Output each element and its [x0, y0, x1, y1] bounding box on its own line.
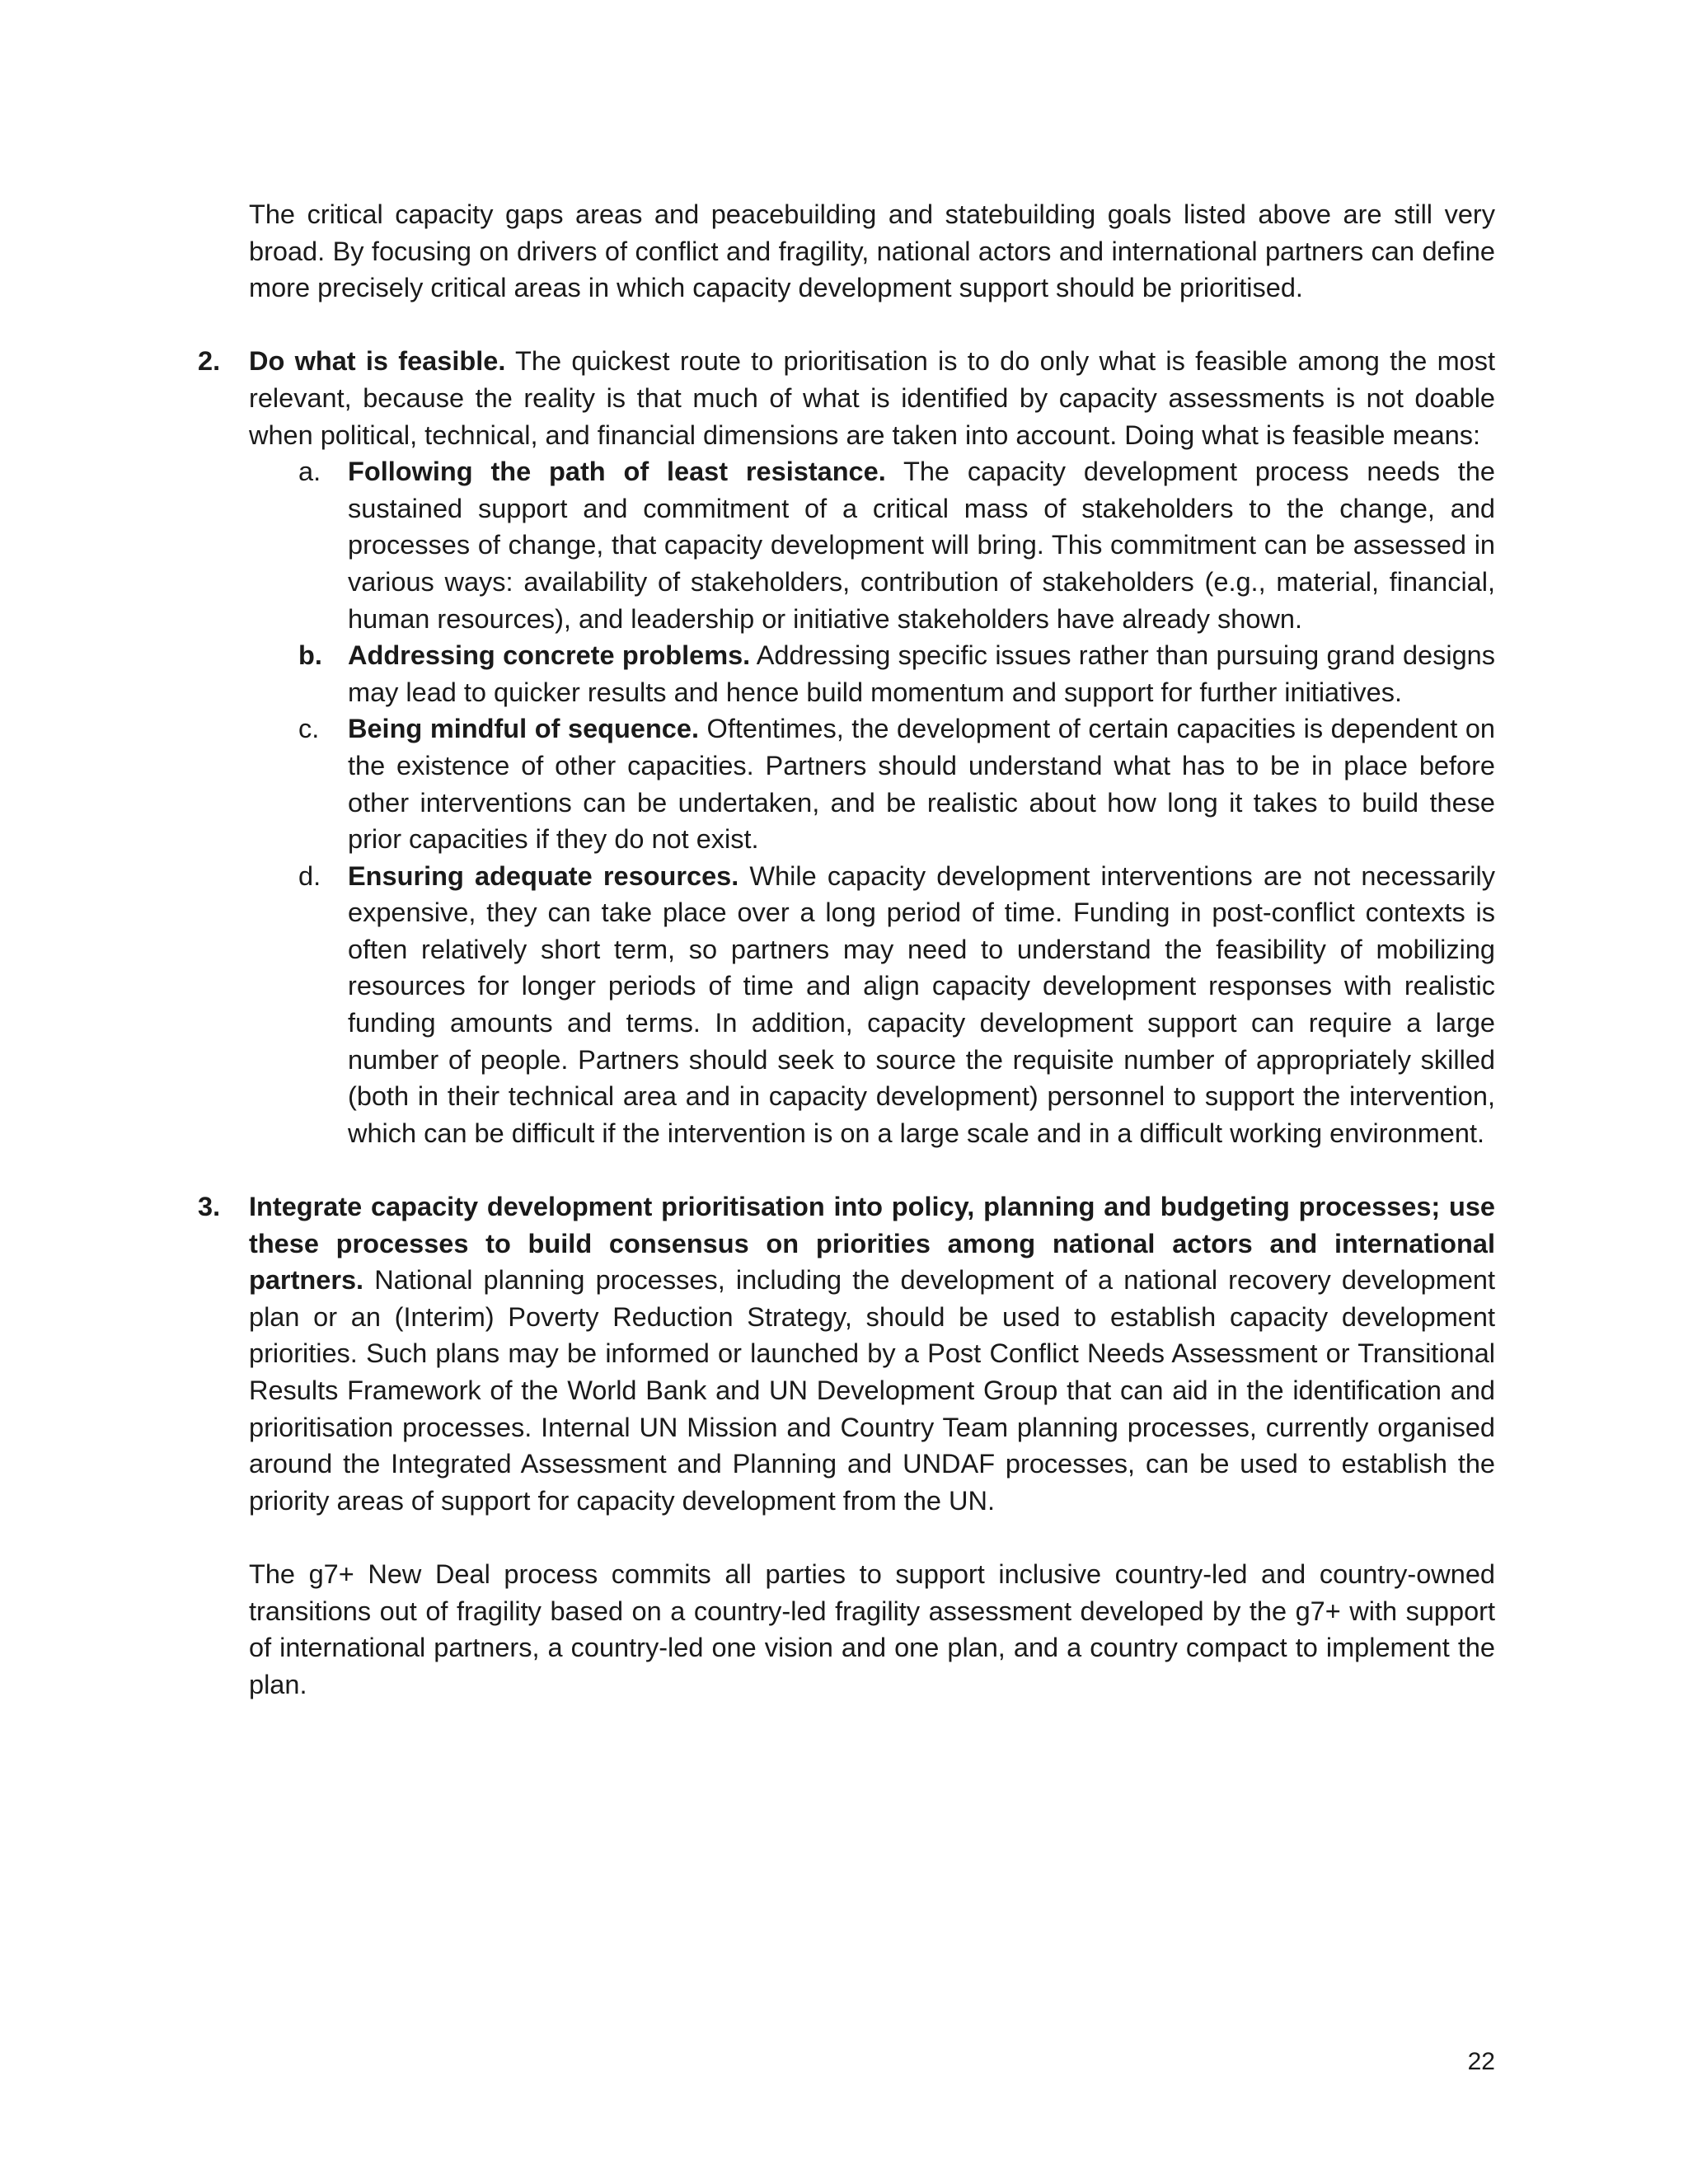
sub-item-heading: Following the path of least resistance. — [348, 457, 886, 487]
sub-item-heading: Addressing concrete problems. — [348, 640, 751, 671]
item-number: 3. — [198, 1192, 221, 1222]
sub-item-text: While capacity development interventions are not necessarily expensive, they can take place over a long period of time. Funding in post-conflict contexts is often relatively short term, so partners may need to understand the feasibility of mobilizing resources for longer periods of time and align capacity development responses with realistic funding amounts and terms. In addition, capacity development support can require a large number of people. Partners should seek to source the requisite number of appropriately skilled (both in their technical area and in capacity development) personnel to support the intervention, which can be difficult if the intervention is on a large scale and in a difficult working environment. — [348, 860, 1495, 1148]
sub-item-marker: b. — [298, 640, 322, 671]
item-number: 2. — [198, 346, 221, 377]
numbered-item-2 — [198, 343, 1496, 1151]
numbered-item-3 — [198, 1188, 1495, 1703]
sub-item-a — [249, 453, 1495, 637]
sub-item-paragraph — [348, 858, 1495, 1152]
item-text: National planning processes, including the development of a national recovery development plan or an (Interim) Poverty Reduction Strategy, should be used to establish capacity development priorities. Such plans may be informed or launched by a Post Conflict Needs Assessment or Transitional Results Framework of the World Bank and UN Development Group that can aid in the identification and prioritisation processes. Internal UN Mission and Country Team planning processes, currently organised around the Integrated Assessment and Planning and UNDAF processes, can be used to establish the priority areas of support for capacity development from the UN. — [249, 1265, 1495, 1516]
sub-item-marker: d. — [298, 860, 321, 891]
item-text: The quickest route to prioritisation is to do only what is feasible among the most relevant, because the reality is that much of what is identified by capacity assessments is not doable when political, technical, and financial dimensions are taken into account. Doing what is feasible means: — [249, 346, 1495, 450]
sub-item-heading: Being mindful of sequence. — [348, 714, 699, 744]
sub-item-paragraph — [348, 637, 1495, 710]
sub-item-text: The capacity development process needs the sustained support and commitment of a critical mass of stakeholders to the change, and processes of change, that capacity development will bring. This commitment can be assessed in various ways: availability of stakeholders, contribution of stakeholders (e.g., material, financial, human resources), and leadership or initiative stakeholders have already shown. — [348, 457, 1495, 634]
page-body — [198, 196, 1496, 1703]
sub-item-b — [249, 637, 1495, 710]
sub-item-paragraph — [348, 710, 1495, 857]
followup-paragraph: The g7+ New Deal process commits all parties to support inclusive country-led and country-owned transitions out of fragility based on a country-led fragility assessment developed by the g7+ with support of international partners, a country-led one vision and one plan, and a country compact to implement the plan. — [249, 1558, 1495, 1699]
intro-paragraph: The critical capacity gaps areas and peacebuilding and statebuilding goals listed above are still very broad. By focusing on drivers of conflict and fragility, national actors and international partners can define more precisely critical areas in which capacity development support should be prioritised. — [249, 199, 1495, 303]
sub-item-heading: Ensuring adequate resources. — [348, 860, 739, 891]
item-heading: Do what is feasible. — [249, 346, 506, 377]
page-number: 22 — [1467, 2048, 1495, 2075]
sub-item-c — [249, 710, 1495, 857]
sub-item-text: Oftentimes, the development of certain capacities is dependent on the existence of other capacities. Partners should understand what has to be in place before other interventions can be undertaken, and be realistic about how long it takes to build these prior capacities if they do not exist. — [348, 714, 1496, 855]
item-paragraph — [249, 1188, 1495, 1519]
sub-list — [249, 453, 1495, 1151]
sub-item-paragraph — [348, 453, 1495, 637]
item-heading: Integrate capacity development prioritisation into policy, planning and budgeting processes; use these processes to build consensus on priorities among national actors and international partners. — [249, 1192, 1495, 1296]
item-paragraph — [249, 343, 1495, 453]
sub-item-d — [249, 858, 1495, 1152]
sub-item-marker: a. — [298, 457, 321, 487]
sub-item-marker: c. — [298, 714, 320, 744]
sub-item-text: Addressing specific issues rather than pursuing grand designs may lead to quicker results and hence build momentum and support for further initiatives. — [348, 640, 1495, 707]
